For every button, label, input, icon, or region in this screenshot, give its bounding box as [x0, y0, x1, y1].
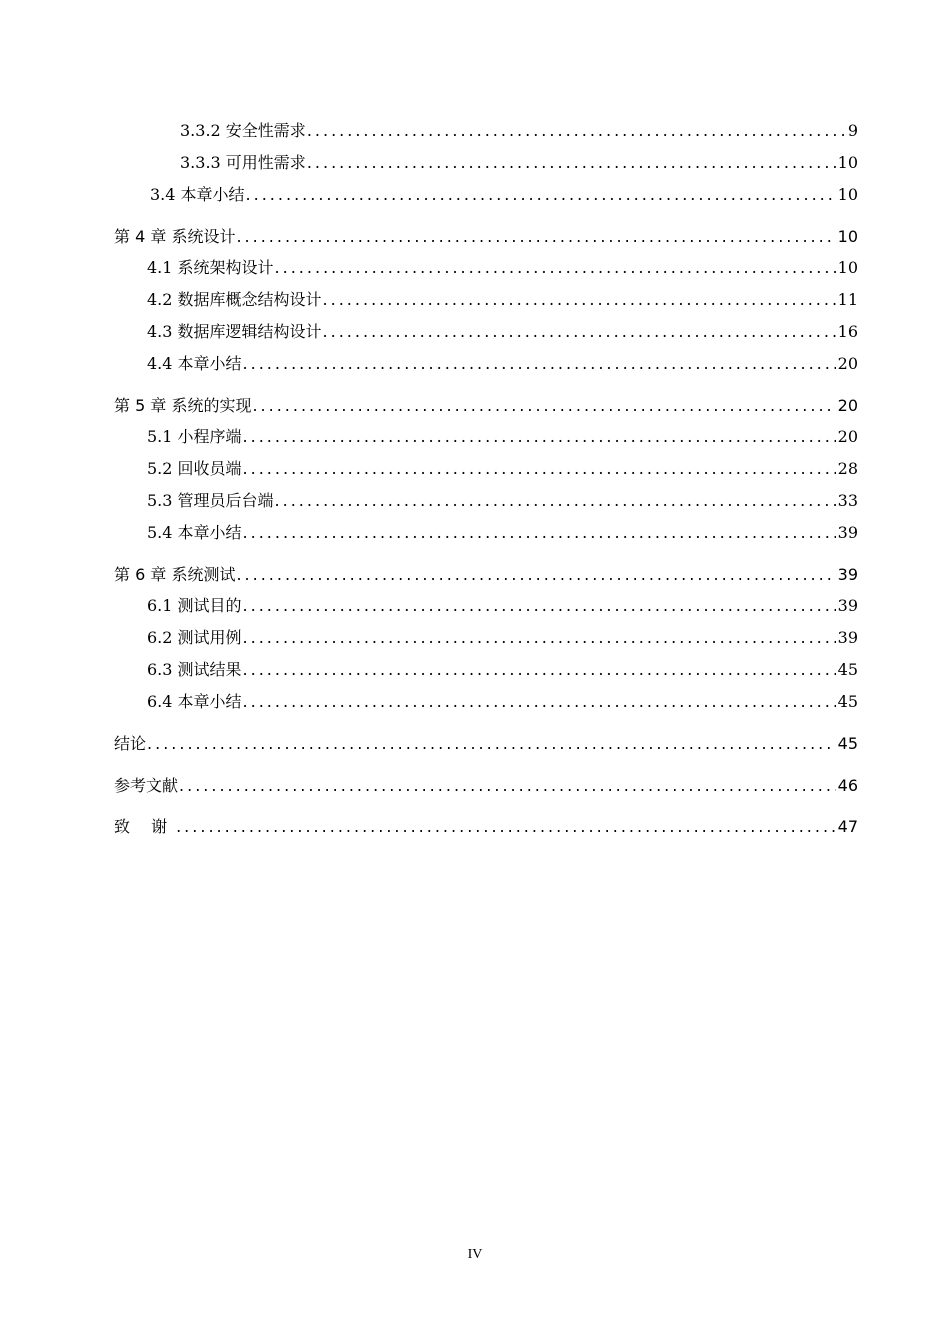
toc-entry[interactable]	[147, 660, 858, 680]
toc-dot-leader	[252, 396, 835, 416]
toc-chapter-label: 第 5 章 系统的实现	[114, 396, 252, 415]
toc-entry-page: 9	[847, 121, 858, 140]
toc-entry[interactable]	[180, 121, 858, 141]
toc-entry-label: 4.2 数据库概念结构设计	[147, 290, 322, 309]
toc-dot-leader	[246, 185, 836, 205]
toc-entry-label: 6.3 测试结果	[147, 660, 242, 679]
toc-entry[interactable]	[147, 354, 858, 374]
toc-entry-label: 4.3 数据库逻辑结构设计	[147, 322, 322, 341]
toc-dot-leader	[307, 153, 836, 173]
toc-entry-label: 6.2 测试用例	[147, 628, 242, 647]
toc-chapter-page: 20	[837, 396, 858, 415]
toc-chapter-label: 致 谢	[114, 817, 176, 836]
toc-chapter-page: 45	[837, 734, 858, 753]
toc-entry-page: 11	[837, 290, 858, 309]
toc-entry[interactable]	[147, 628, 858, 648]
toc-chapter[interactable]	[114, 227, 858, 247]
page-number: IV	[467, 1247, 483, 1262]
toc-entry[interactable]	[147, 692, 858, 712]
toc-entry-label: 4.1 系统架构设计	[147, 258, 274, 277]
toc-chapter-page: 39	[837, 565, 858, 584]
toc-entry[interactable]	[147, 290, 858, 310]
toc-entry[interactable]	[147, 596, 858, 616]
toc-entry-label: 4.4 本章小结	[147, 354, 242, 373]
toc-entry-page: 10	[837, 258, 858, 277]
toc-dot-leader	[243, 660, 836, 680]
toc-entry-label: 3.4 本章小结	[150, 185, 245, 204]
toc-dot-leader	[307, 121, 846, 141]
toc-entry-page: 28	[837, 459, 858, 478]
toc-entry-page: 39	[837, 628, 858, 647]
toc-entry-page: 10	[837, 185, 858, 204]
toc-entry-label: 5.2 回收员端	[147, 459, 242, 478]
toc-chapter-page: 47	[837, 817, 858, 836]
toc-entry-label: 3.3.3 可用性需求	[180, 153, 306, 172]
toc-entry[interactable]	[147, 427, 858, 447]
toc-entry-page: 20	[837, 427, 858, 446]
toc-entry-page: 10	[837, 153, 858, 172]
toc-chapter[interactable]	[114, 776, 858, 796]
toc-dot-leader	[323, 290, 836, 310]
toc-entry-page: 45	[837, 660, 858, 679]
toc-dot-leader	[243, 427, 836, 447]
toc-dot-leader	[243, 692, 836, 712]
toc-entry-page: 16	[837, 322, 858, 341]
toc-entry[interactable]	[180, 153, 858, 173]
toc-chapter[interactable]	[114, 734, 858, 754]
toc-entry-page: 33	[837, 491, 858, 510]
toc-dot-leader	[243, 459, 836, 479]
toc-entry-label: 5.1 小程序端	[147, 427, 242, 446]
toc-entry[interactable]	[150, 185, 858, 205]
toc-entry[interactable]	[147, 322, 858, 342]
toc-entry[interactable]	[147, 523, 858, 543]
toc-chapter-label: 结论	[114, 734, 147, 753]
toc-entry-label: 5.4 本章小结	[147, 523, 242, 542]
toc-entry-page: 45	[837, 692, 858, 711]
toc-dot-leader	[243, 596, 836, 616]
toc-dot-leader	[323, 322, 836, 342]
toc-entry[interactable]	[147, 491, 858, 511]
toc-entry[interactable]	[147, 258, 858, 278]
toc-chapter[interactable]	[114, 396, 858, 416]
toc-chapter-label: 第 6 章 系统测试	[114, 565, 236, 584]
toc-dot-leader	[275, 258, 836, 278]
toc-chapter-label: 第 4 章 系统设计	[114, 227, 236, 246]
toc-chapter[interactable]	[114, 817, 858, 837]
toc-dot-leader	[243, 523, 836, 543]
toc-dot-leader	[243, 628, 836, 648]
toc-entry[interactable]	[147, 459, 858, 479]
toc-dot-leader	[176, 817, 836, 837]
toc-chapter-page: 10	[837, 227, 858, 246]
toc-entry-page: 39	[837, 523, 858, 542]
toc-entry-label: 6.1 测试目的	[147, 596, 242, 615]
toc-entry-page: 20	[837, 354, 858, 373]
toc-dot-leader	[179, 776, 836, 796]
toc-chapter-page: 46	[837, 776, 858, 795]
toc-dot-leader	[243, 354, 836, 374]
toc-entry-label: 6.4 本章小结	[147, 692, 242, 711]
toc-dot-leader	[147, 734, 836, 754]
toc-entry-page: 39	[837, 596, 858, 615]
toc-dot-leader	[236, 227, 835, 247]
toc-dot-leader	[236, 565, 835, 585]
toc-chapter-label: 参考文献	[114, 776, 179, 795]
toc-chapter[interactable]	[114, 565, 858, 585]
toc-entry-label: 3.3.2 安全性需求	[180, 121, 306, 140]
toc-entry-label: 5.3 管理员后台端	[147, 491, 274, 510]
toc-dot-leader	[275, 491, 836, 511]
